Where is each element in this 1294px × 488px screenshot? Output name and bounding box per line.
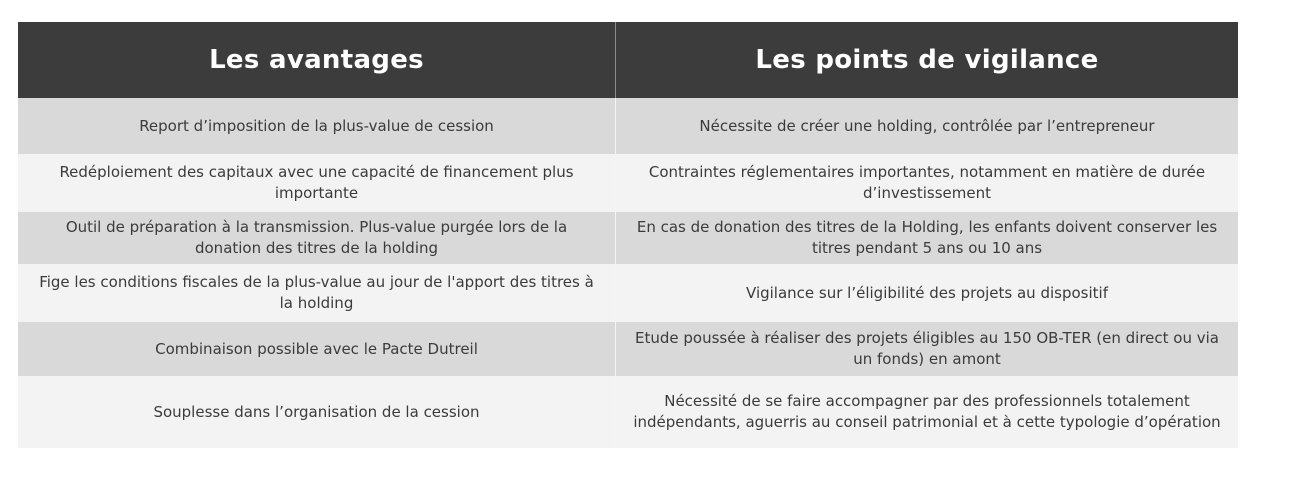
header-advantages: Les avantages [18, 22, 616, 98]
vigilance-cell: En cas de donation des titres de la Holding, les enfants doivent conserver les titres pendant 5 ans ou 10 ans [616, 212, 1238, 264]
advantage-cell: Souplesse dans l’organisation de la cession [18, 376, 616, 448]
advantage-cell: Redéploiement des capitaux avec une capacité de financement plus importante [18, 154, 616, 212]
advantage-cell: Report d’imposition de la plus-value de cession [18, 98, 616, 154]
advantage-cell: Combinaison possible avec le Pacte Dutreil [18, 322, 616, 376]
vigilance-cell: Vigilance sur l’éligibilité des projets au dispositif [616, 264, 1238, 322]
vigilance-cell: Nécessite de créer une holding, contrôlée par l’entrepreneur [616, 98, 1238, 154]
advantage-cell: Fige les conditions fiscales de la plus-value au jour de l'apport des titres à la holding [18, 264, 616, 322]
header-vigilance: Les points de vigilance [616, 22, 1238, 98]
vigilance-cell: Nécessité de se faire accompagner par des professionnels totalement indépendants, aguerris au conseil patrimonial et à cette typologie d’opération [616, 376, 1238, 448]
advantage-cell: Outil de préparation à la transmission. Plus-value purgée lors de la donation des titres de la holding [18, 212, 616, 264]
vigilance-cell: Contraintes réglementaires importantes, notamment en matière de durée d’investissement [616, 154, 1238, 212]
vigilance-cell: Etude poussée à réaliser des projets éligibles au 150 OB-TER (en direct ou via un fonds) en amont [616, 322, 1238, 376]
comparison-table [18, 22, 1238, 448]
